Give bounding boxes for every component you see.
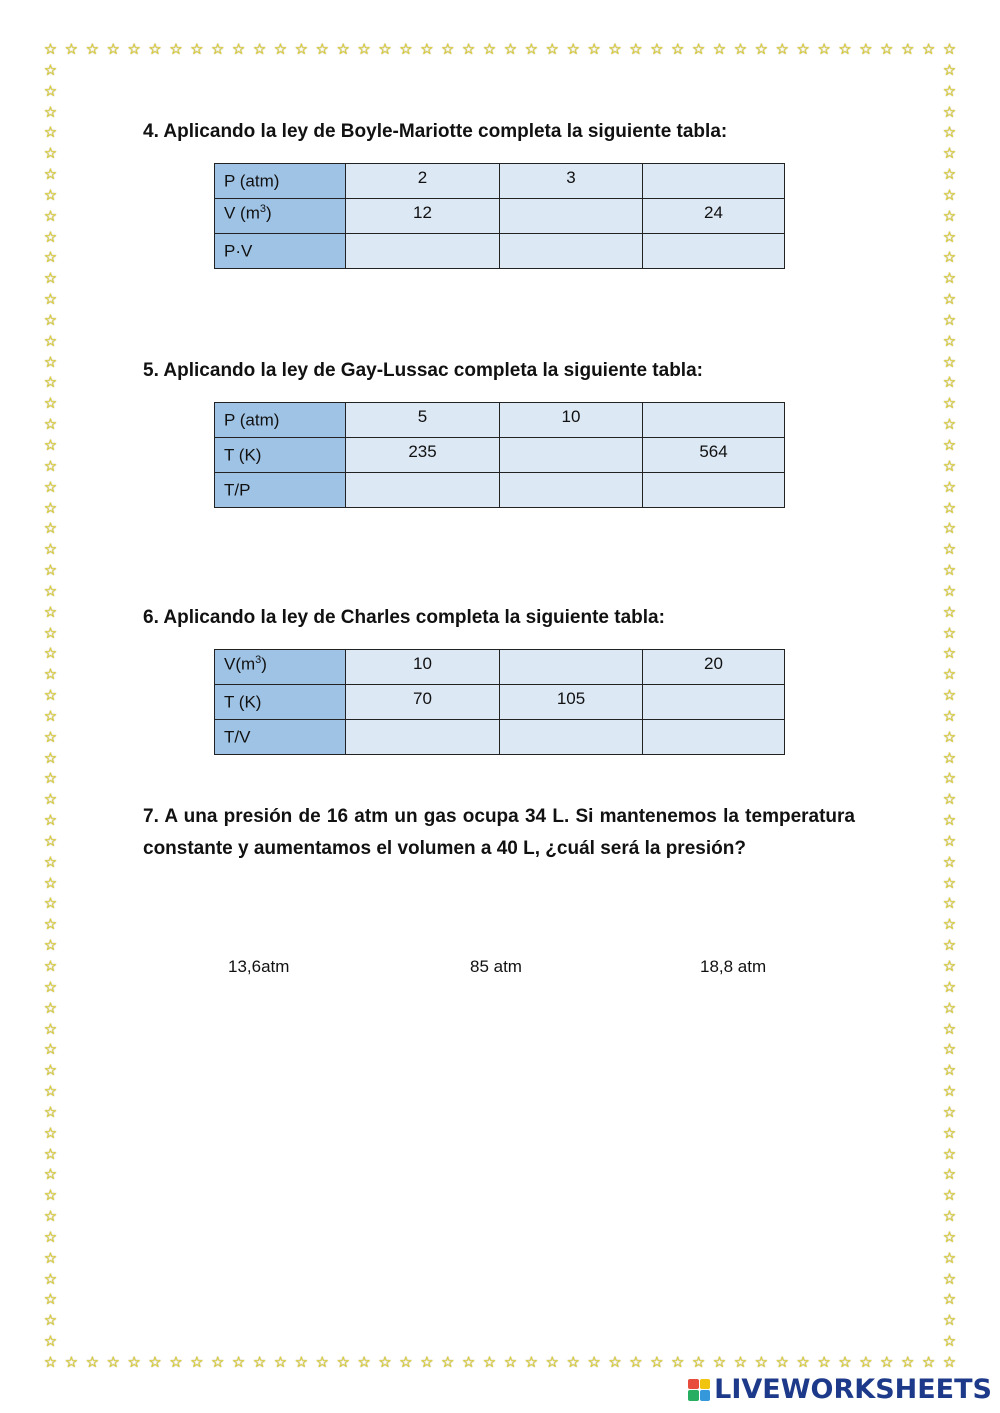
answer-cell[interactable] [346, 473, 500, 508]
star-icon: ☆ [43, 166, 58, 184]
star-icon: ☆ [43, 1228, 58, 1246]
row-label: P (atm) [215, 164, 346, 199]
star-icon: ☆ [399, 41, 413, 58]
star-icon: ☆ [775, 1354, 789, 1371]
star-icon: ☆ [43, 728, 58, 746]
answer-cell[interactable]: 70 [346, 685, 500, 720]
star-icon: ☆ [942, 916, 957, 934]
star-icon: ☆ [942, 103, 957, 121]
star-icon: ☆ [942, 624, 957, 642]
star-icon: ☆ [190, 41, 204, 58]
row-label: P·V [215, 234, 346, 269]
star-icon: ☆ [43, 228, 58, 246]
star-icon: ☆ [942, 666, 957, 684]
question-5-heading: 5. Aplicando la ley de Gay-Lussac completa la siguiente tabla: [143, 360, 703, 381]
star-icon: ☆ [691, 41, 706, 58]
star-icon: ☆ [231, 1354, 246, 1371]
star-icon: ☆ [942, 1208, 957, 1226]
star-icon: ☆ [43, 1333, 58, 1351]
gay-lussac-table [214, 402, 785, 508]
star-icon: ☆ [942, 291, 957, 309]
table-row [215, 164, 785, 199]
star-icon: ☆ [670, 1354, 685, 1371]
star-icon: ☆ [461, 41, 476, 58]
charles-table [214, 649, 785, 755]
star-icon: ☆ [43, 291, 58, 309]
row-label: V $(m^3)$ [215, 199, 346, 234]
star-icon: ☆ [942, 166, 957, 184]
star-icon: ☆ [169, 41, 183, 58]
star-icon: ☆ [942, 1249, 957, 1267]
star-icon: ☆ [43, 895, 58, 913]
star-icon: ☆ [43, 41, 58, 58]
star-icon: ☆ [754, 41, 769, 58]
answer-cell[interactable]: 5 [346, 403, 500, 438]
star-icon: ☆ [85, 41, 100, 58]
star-icon: ☆ [85, 1354, 100, 1371]
answer-cell[interactable] [500, 199, 643, 234]
star-icon: ☆ [378, 41, 392, 58]
star-icon: ☆ [43, 832, 58, 850]
star-icon: ☆ [921, 41, 936, 58]
star-icon: ☆ [629, 41, 643, 58]
star-icon: ☆ [942, 937, 957, 955]
answer-cell[interactable] [500, 234, 643, 269]
row-label: T (K) [215, 685, 346, 720]
star-icon: ☆ [273, 1354, 288, 1371]
star-icon: ☆ [127, 1354, 141, 1371]
star-icon: ☆ [43, 978, 58, 996]
star-icon: ☆ [650, 1354, 664, 1371]
star-icon: ☆ [420, 1354, 434, 1371]
row-label: T/P [215, 473, 346, 508]
star-icon: ☆ [43, 1187, 58, 1205]
star-icon: ☆ [566, 1354, 580, 1371]
star-icon: ☆ [942, 374, 957, 392]
star-icon: ☆ [942, 332, 957, 350]
star-icon: ☆ [64, 41, 79, 58]
table-row [215, 650, 785, 685]
star-icon: ☆ [942, 1291, 957, 1309]
answer-cell[interactable]: 24 [643, 199, 785, 234]
table-row [215, 234, 785, 269]
star-icon: ☆ [942, 707, 957, 725]
star-icon: ☆ [942, 770, 957, 788]
table-row [215, 438, 785, 473]
star-icon: ☆ [880, 1354, 894, 1371]
table-row [215, 720, 785, 755]
star-icon: ☆ [127, 41, 141, 58]
star-icon: ☆ [43, 145, 58, 163]
star-icon: ☆ [942, 1166, 957, 1184]
star-icon: ☆ [900, 1354, 915, 1371]
answer-cell[interactable] [500, 438, 643, 473]
star-icon: ☆ [838, 41, 852, 58]
star-icon: ☆ [399, 1354, 413, 1371]
star-icon: ☆ [440, 41, 455, 58]
star-icon: ☆ [190, 1354, 204, 1371]
star-icon: ☆ [608, 1354, 622, 1371]
star-icon: ☆ [942, 541, 957, 559]
question-7-text: 7. A una presión de 16 atm un gas ocupa 34 L. Si mantenemos la temperatura constante y aumentamos el volumen a 40 L, ¿cuál será la presión? [143, 806, 855, 859]
star-icon: ☆ [942, 270, 957, 288]
answer-cell[interactable]: 10 [346, 650, 500, 685]
star-icon: ☆ [252, 1354, 267, 1371]
star-icon: ☆ [43, 1124, 58, 1142]
star-icon: ☆ [942, 249, 957, 267]
answer-cell[interactable]: 105 [500, 685, 643, 720]
star-icon: ☆ [43, 478, 58, 496]
star-icon: ☆ [608, 41, 622, 58]
star-icon: ☆ [650, 41, 664, 58]
star-icon: ☆ [942, 958, 957, 976]
star-icon: ☆ [629, 1354, 643, 1371]
star-icon: ☆ [942, 1145, 957, 1163]
star-icon: ☆ [942, 874, 957, 892]
answer-cell[interactable] [643, 685, 785, 720]
star-icon: ☆ [43, 124, 58, 142]
row-label: T/V [215, 720, 346, 755]
star-icon: ☆ [817, 1354, 831, 1371]
star-icon: ☆ [942, 311, 957, 329]
star-icon: ☆ [942, 645, 957, 663]
star-icon: ☆ [43, 1083, 58, 1101]
star-icon: ☆ [252, 41, 267, 58]
star-icon: ☆ [273, 41, 288, 58]
star-icon: ☆ [880, 41, 894, 58]
star-icon: ☆ [64, 1354, 79, 1371]
star-icon: ☆ [43, 1354, 58, 1371]
star-icon: ☆ [43, 436, 58, 454]
star-icon: ☆ [503, 41, 518, 58]
star-icon: ☆ [43, 82, 58, 100]
star-icon: ☆ [942, 749, 957, 767]
star-icon: ☆ [942, 582, 957, 600]
star-icon: ☆ [231, 41, 246, 58]
star-icon: ☆ [43, 916, 58, 934]
star-icon: ☆ [942, 895, 957, 913]
star-icon: ☆ [43, 1249, 58, 1267]
star-icon: ☆ [43, 1020, 58, 1038]
star-icon: ☆ [43, 311, 58, 329]
star-icon: ☆ [43, 332, 58, 350]
star-icon: ☆ [336, 1354, 350, 1371]
star-icon: ☆ [942, 603, 957, 621]
star-icon: ☆ [942, 478, 957, 496]
star-icon: ☆ [817, 41, 831, 58]
star-icon: ☆ [587, 41, 601, 58]
star-icon: ☆ [211, 41, 225, 58]
answer-cell[interactable] [500, 473, 643, 508]
table-row [215, 199, 785, 234]
answer-cell[interactable]: 235 [346, 438, 500, 473]
star-icon: ☆ [796, 1354, 810, 1371]
star-icon: ☆ [942, 82, 957, 100]
answer-cell[interactable] [643, 403, 785, 438]
star-icon: ☆ [106, 41, 120, 58]
star-icon: ☆ [43, 812, 58, 830]
star-icon: ☆ [733, 1354, 748, 1371]
star-icon: ☆ [942, 791, 957, 809]
star-icon: ☆ [942, 436, 957, 454]
answer-cell[interactable]: 10 [500, 403, 643, 438]
answer-cell[interactable] [643, 164, 785, 199]
star-icon: ☆ [942, 145, 957, 163]
answer-cell[interactable]: 2 [346, 164, 500, 199]
star-icon: ☆ [43, 791, 58, 809]
star-icon: ☆ [921, 1354, 936, 1371]
star-icon: ☆ [43, 874, 58, 892]
star-icon: ☆ [211, 1354, 225, 1371]
star-icon: ☆ [43, 666, 58, 684]
star-icon: ☆ [43, 270, 58, 288]
answer-cell[interactable] [346, 720, 500, 755]
star-icon: ☆ [315, 1354, 329, 1371]
star-icon: ☆ [43, 603, 58, 621]
question-6-heading: 6. Aplicando la ley de Charles completa la siguiente tabla: [143, 607, 665, 628]
star-icon: ☆ [942, 1062, 957, 1080]
row-label: P (atm) [215, 403, 346, 438]
star-icon: ☆ [942, 186, 957, 204]
star-icon: ☆ [942, 353, 957, 371]
answer-cell[interactable] [500, 650, 643, 685]
star-icon: ☆ [357, 1354, 371, 1371]
star-icon: ☆ [482, 41, 497, 58]
star-icon: ☆ [942, 61, 957, 79]
star-icon: ☆ [43, 687, 58, 705]
star-icon: ☆ [357, 41, 371, 58]
star-icon: ☆ [942, 1312, 957, 1330]
star-icon: ☆ [859, 1354, 873, 1371]
star-icon: ☆ [43, 999, 58, 1017]
question-4-heading: 4. Aplicando la ley de Boyle-Mariotte completa la siguiente tabla: [143, 121, 728, 142]
star-icon: ☆ [43, 395, 58, 413]
star-icon: ☆ [942, 687, 957, 705]
star-icon: ☆ [43, 1208, 58, 1226]
star-icon: ☆ [524, 41, 539, 58]
answer-cell[interactable]: 3 [500, 164, 643, 199]
star-icon: ☆ [942, 457, 957, 475]
star-icon: ☆ [942, 978, 957, 996]
star-icon: ☆ [775, 41, 789, 58]
star-icon: ☆ [524, 1354, 539, 1371]
star-icon: ☆ [942, 832, 957, 850]
star-icon: ☆ [43, 645, 58, 663]
star-icon: ☆ [440, 1354, 455, 1371]
star-icon: ☆ [942, 1333, 957, 1351]
star-icon: ☆ [43, 749, 58, 767]
star-icon: ☆ [43, 1103, 58, 1121]
star-icon: ☆ [545, 1354, 559, 1371]
star-icon: ☆ [859, 41, 873, 58]
star-icon: ☆ [942, 1041, 957, 1059]
star-icon: ☆ [336, 41, 350, 58]
answer-cell[interactable]: 564 [643, 438, 785, 473]
star-icon: ☆ [566, 41, 580, 58]
star-icon: ☆ [43, 1166, 58, 1184]
star-icon: ☆ [942, 812, 957, 830]
star-icon: ☆ [942, 41, 957, 58]
star-icon: ☆ [43, 186, 58, 204]
star-icon: ☆ [106, 1354, 120, 1371]
star-icon: ☆ [315, 41, 329, 58]
star-icon: ☆ [43, 457, 58, 475]
table-row [215, 473, 785, 508]
star-icon: ☆ [43, 1041, 58, 1059]
star-icon: ☆ [942, 207, 957, 225]
star-icon: ☆ [942, 1187, 957, 1205]
star-icon: ☆ [43, 353, 58, 371]
star-icon: ☆ [942, 395, 957, 413]
star-icon: ☆ [43, 61, 58, 79]
star-icon: ☆ [942, 520, 957, 538]
star-icon: ☆ [942, 124, 957, 142]
star-icon: ☆ [43, 499, 58, 517]
table-row [215, 403, 785, 438]
star-icon: ☆ [378, 1354, 392, 1371]
brand-name: LIVEWORKSHEETS [714, 1374, 992, 1405]
answer-cell[interactable]: 12 [346, 199, 500, 234]
star-icon: ☆ [43, 103, 58, 121]
star-icon: ☆ [712, 1354, 727, 1371]
star-icon: ☆ [942, 1083, 957, 1101]
answer-cell[interactable]: 20 [643, 650, 785, 685]
star-icon: ☆ [503, 1354, 518, 1371]
star-icon: ☆ [43, 207, 58, 225]
answer-option[interactable]: 18,8 atm [700, 957, 767, 976]
star-icon: ☆ [43, 937, 58, 955]
star-icon: ☆ [169, 1354, 183, 1371]
star-icon: ☆ [43, 582, 58, 600]
star-icon: ☆ [942, 499, 957, 517]
star-icon: ☆ [670, 41, 685, 58]
star-icon: ☆ [148, 41, 162, 58]
star-icon: ☆ [43, 562, 58, 580]
star-icon: ☆ [942, 228, 957, 246]
star-icon: ☆ [942, 1020, 957, 1038]
star-icon: ☆ [43, 707, 58, 725]
star-icon: ☆ [754, 1354, 769, 1371]
star-icon: ☆ [712, 41, 727, 58]
logo-icon [688, 1379, 710, 1401]
answer-cell[interactable] [643, 720, 785, 755]
star-icon: ☆ [43, 1145, 58, 1163]
star-icon: ☆ [942, 1124, 957, 1142]
star-icon: ☆ [148, 1354, 162, 1371]
star-icon: ☆ [43, 958, 58, 976]
star-icon: ☆ [942, 999, 957, 1017]
answer-cell[interactable] [643, 473, 785, 508]
star-icon: ☆ [43, 520, 58, 538]
star-icon: ☆ [796, 41, 810, 58]
star-icon: ☆ [43, 853, 58, 871]
star-icon: ☆ [587, 1354, 601, 1371]
star-icon: ☆ [294, 41, 309, 58]
star-icon: ☆ [43, 770, 58, 788]
answer-cell[interactable] [500, 720, 643, 755]
star-icon: ☆ [482, 1354, 497, 1371]
star-icon: ☆ [43, 249, 58, 267]
star-icon: ☆ [461, 1354, 476, 1371]
star-icon: ☆ [43, 416, 58, 434]
star-icon: ☆ [43, 1270, 58, 1288]
star-icon: ☆ [942, 728, 957, 746]
star-icon: ☆ [43, 374, 58, 392]
star-icon: ☆ [43, 624, 58, 642]
answer-option[interactable]: 13,6atm [228, 957, 290, 976]
star-icon: ☆ [942, 1354, 957, 1371]
liveworksheets-logo [688, 1374, 992, 1405]
answer-option[interactable]: 85 atm [470, 957, 522, 976]
star-icon: ☆ [43, 1312, 58, 1330]
row-label: T (K) [215, 438, 346, 473]
star-icon: ☆ [294, 1354, 309, 1371]
star-icon: ☆ [942, 1103, 957, 1121]
star-icon: ☆ [545, 41, 559, 58]
star-icon: ☆ [942, 562, 957, 580]
answer-cell[interactable] [643, 234, 785, 269]
star-icon: ☆ [942, 1228, 957, 1246]
star-icon: ☆ [838, 1354, 852, 1371]
star-icon: ☆ [942, 853, 957, 871]
star-icon: ☆ [942, 416, 957, 434]
boyle-mariotte-table [214, 163, 785, 269]
star-icon: ☆ [900, 41, 915, 58]
star-icon: ☆ [43, 1062, 58, 1080]
answer-cell[interactable] [346, 234, 500, 269]
star-icon: ☆ [942, 1270, 957, 1288]
star-icon: ☆ [43, 541, 58, 559]
star-icon: ☆ [43, 1291, 58, 1309]
star-icon: ☆ [733, 41, 748, 58]
star-icon: ☆ [691, 1354, 706, 1371]
row-label: $V(m^3)$ [215, 650, 346, 685]
table-row [215, 685, 785, 720]
star-icon: ☆ [420, 41, 434, 58]
